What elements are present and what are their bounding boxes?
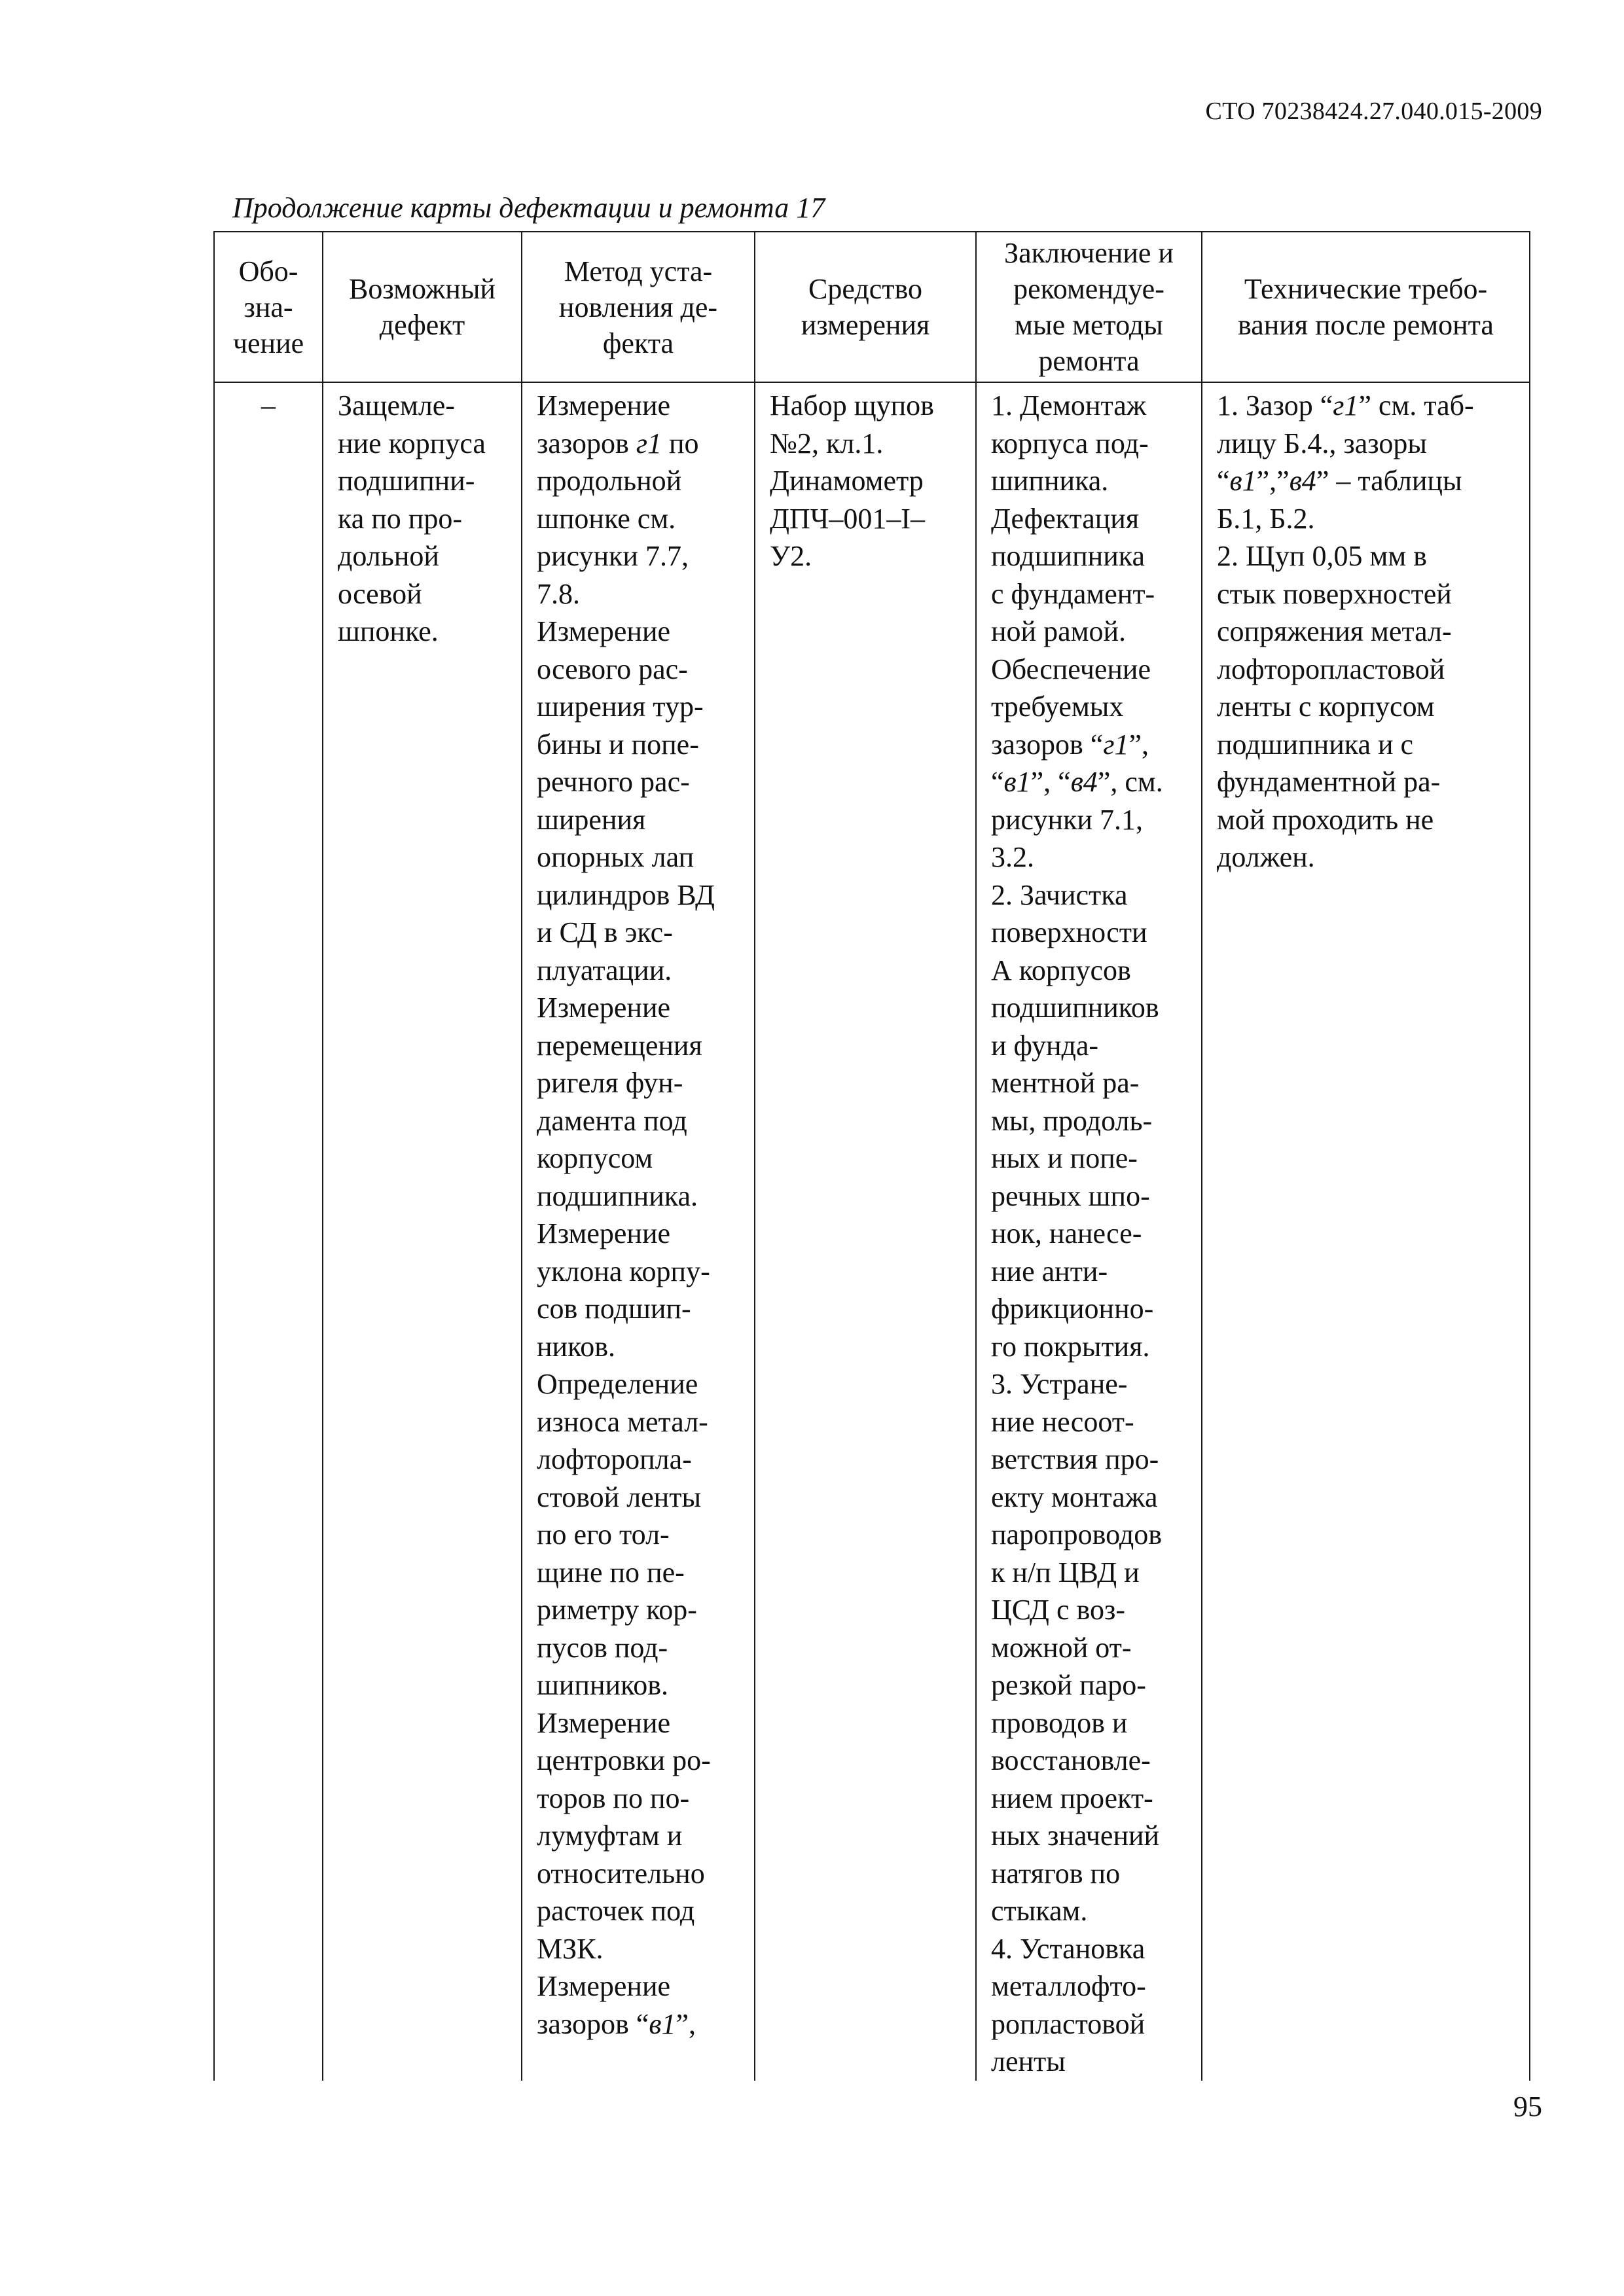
clearance-symbol: г1 — [636, 427, 662, 459]
cell-method: Измерение зазоров г1 по продольной шпонке см. рисунки 7.7, 7.8. Измерение осевого рас- ширения тур- бины и попе- речного рас- ширения опорных лап цилиндров ВД и СД в экс- плуатации. Измерение перемещения ригеля фун- дамента под корпусом подшипника. Измерение уклона корпу- сов подшип- ников. Определение износа метал- лофторопла- стовой ленты по его тол- щине по пе- риметру кор- пусов под- шипников. Измерение центровки ро- торов по по- лумуфтам и относительно расточек под МЗК. Измерение зазоров “в1”, — [522, 382, 755, 2081]
cell-conclusion: 1. Демонтаж корпуса под- шипника. Дефектация подшипника с фундамент- ной рамой. Обеспечение требуемых зазоров “г1”, “в1”, “в4”, см. рисунки 7.1, 3.2. 2. Зачистка поверхности А корпусов подшипников и фунда- ментной ра- мы, продоль- ных и попе- речных шпо- нок, нанесе- ние анти- фрикционно- го покрытия. 3. Устране- ние несоот- ветствия про- екту монтажа паропроводов к н/п ЦВД и ЦСД с воз- можной от- резкой паро- проводов и восстановле- нием проект- ных значений натягов по стыкам. 4. Установка металлофто- ропластовой ленты — [976, 382, 1202, 2081]
defect-repair-table — [213, 231, 1530, 2081]
clearance-symbol: в1 — [1229, 465, 1257, 497]
header-requirements: Технические требо- вания после ремонта — [1202, 232, 1530, 382]
header-defect: Возможный дефект — [323, 232, 522, 382]
header-method: Метод уста- новления де- фекта — [522, 232, 755, 382]
header-conclusion: Заключение и рекомендуе- мые методы ремонта — [976, 232, 1202, 382]
clearance-symbol: г1 — [1103, 728, 1129, 761]
header-designation: Обо- зна- чение — [214, 232, 323, 382]
clearance-symbol: в1 — [1003, 766, 1031, 798]
clearance-symbol: в4 — [1070, 766, 1098, 798]
header-instrument: Средство измерения — [755, 232, 976, 382]
document-code: СТО 70238424.27.040.015-2009 — [1205, 98, 1542, 125]
clearance-symbol: в4 — [1289, 465, 1316, 497]
page-number: 95 — [1513, 2090, 1542, 2123]
clearance-symbol: в1 — [649, 2007, 676, 2040]
cell-requirements: 1. Зазор “г1” см. таб- лицу Б.4., зазоры “в1”,”в4” – таблицы Б.1, Б.2. 2. Щуп 0,05 мм в стык поверхностей сопряжения метал- лофторопластовой ленты с корпусом подшипника и с фундаментной ра- мой проходить не должен. — [1202, 382, 1530, 2081]
cell-instrument: Набор щупов №2, кл.1. Динамометр ДПЧ–001–I– У2. — [755, 382, 976, 2081]
table-header-row — [214, 232, 1530, 382]
cell-defect: Защемле- ние корпуса подшипни- ка по про- дольной осевой шпонке. — [323, 382, 522, 2081]
table-caption: Продолжение карты дефектации и ремонта 17 — [232, 192, 825, 224]
clearance-symbol: г1 — [1333, 389, 1359, 422]
table-row — [214, 382, 1530, 2081]
cell-designation: – — [214, 382, 323, 2081]
